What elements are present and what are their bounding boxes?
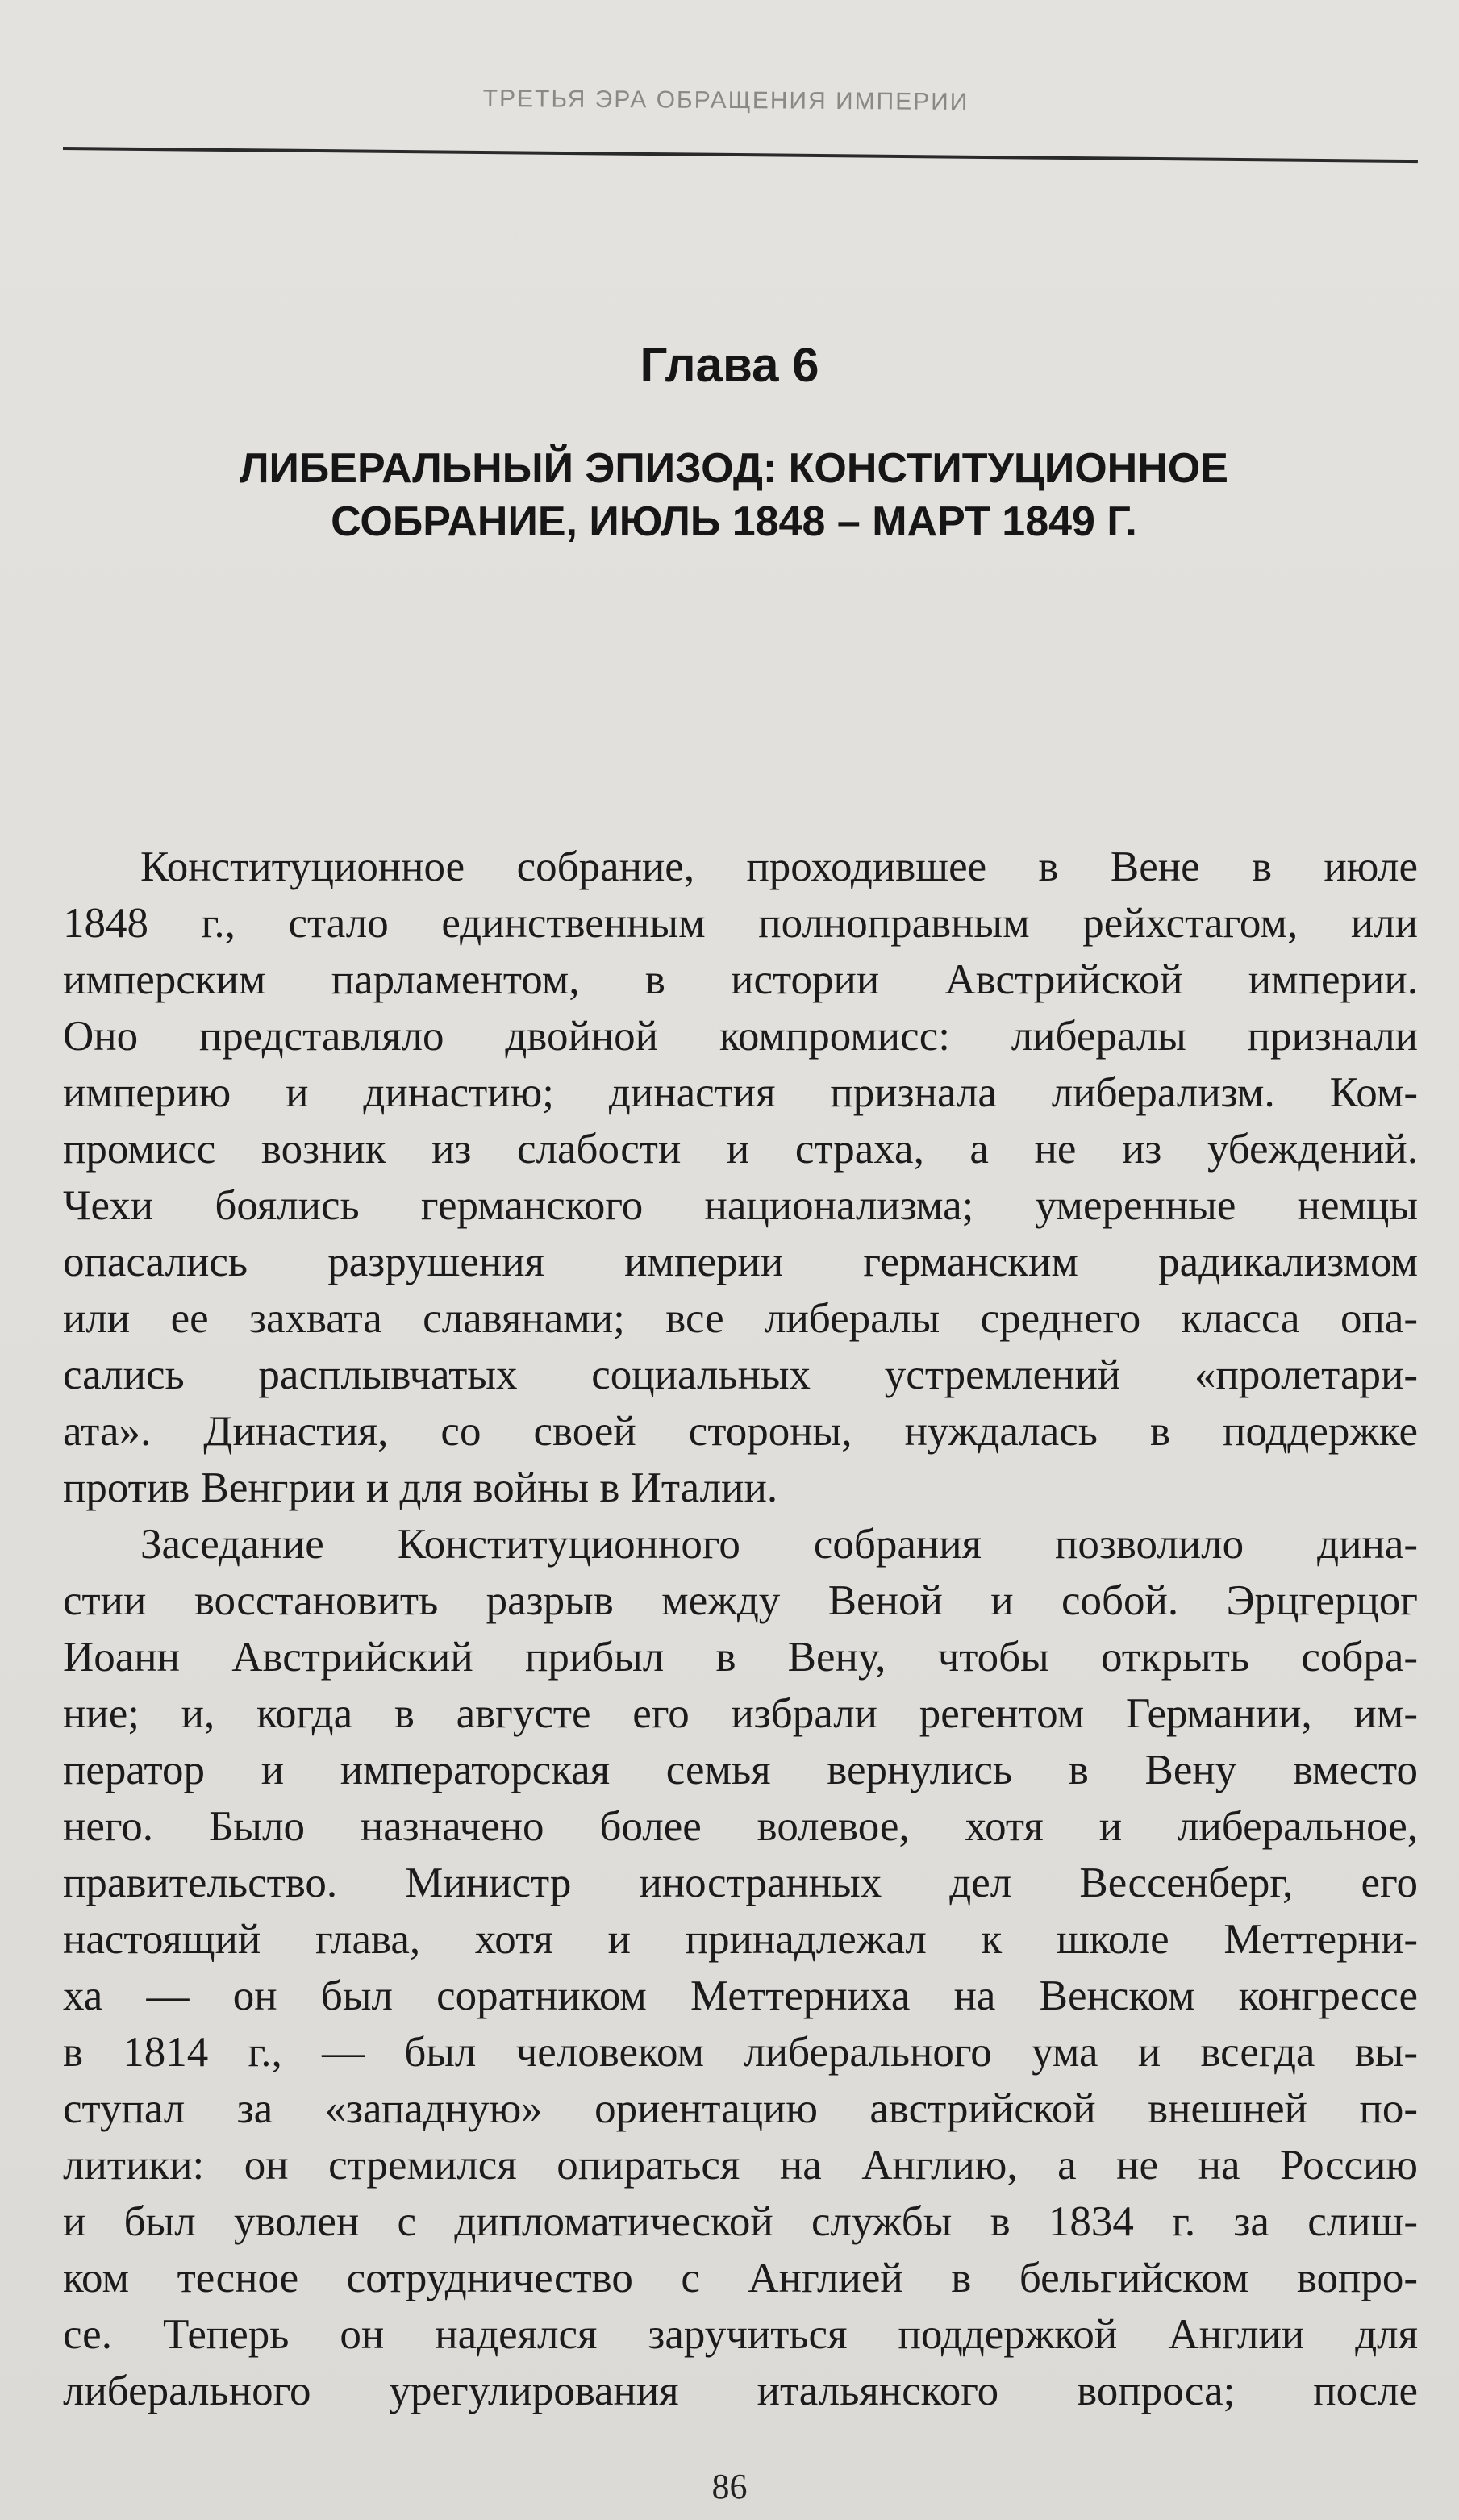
text-line: него. Было назначено более волевое, хотя и либеральное, xyxy=(63,1803,1418,1850)
text-line: Чехи боялись германского национализма; умеренные немцы xyxy=(63,1182,1418,1229)
text-line: сались расплывчатых социальных устремлений «пролетари- xyxy=(63,1352,1418,1398)
text-line: Иоанн Австрийский прибыл в Вену, чтобы открыть собра- xyxy=(63,1634,1418,1681)
text-line: Конституционное собрание, проходившее в Вене в июле xyxy=(140,843,1418,890)
text-line: либерального урегулирования итальянского вопроса; после xyxy=(63,2368,1418,2414)
text-line: и был уволен с дипломатической службы в 1834 г. за слиш- xyxy=(63,2198,1418,2245)
text-line: ата». Династия, со своей стороны, нуждалась в поддержке xyxy=(63,1408,1418,1455)
text-line: 1848 г., стало единственным полноправным рейхстагом, или xyxy=(63,900,1418,947)
text-line: промисс возник из слабости и страха, а не из убеждений. xyxy=(63,1126,1418,1173)
text-line: Заседание Конституционного собрания позволило дина- xyxy=(140,1521,1418,1568)
page-number: 86 xyxy=(711,2467,748,2506)
text-line: империю и династию; династия признала либерализм. Ком- xyxy=(63,1069,1418,1116)
text-line: в 1814 г., — был человеком либерального ума и всегда вы- xyxy=(63,2029,1418,2076)
text-line: ха — он был соратником Меттерниха на Венском конгрессе xyxy=(63,1972,1418,2019)
chapter-title xyxy=(186,442,1282,548)
text-line: или ее захвата славянами; все либералы среднего класса опа- xyxy=(63,1295,1418,1342)
text-line: се. Теперь он надеялся заручиться поддержкой Англии для xyxy=(63,2311,1418,2358)
text-line: правительство. Министр иностранных дел Вессенберг, его xyxy=(63,1860,1418,1906)
text-line: против Венгрии и для войны в Италии. xyxy=(63,1464,778,1511)
text-line: имперским парламентом, в истории Австрийской империи. xyxy=(63,956,1418,1003)
chapter-title-line: СОБРАНИЕ, ИЮЛЬ 1848 – МАРТ 1849 Г. xyxy=(331,498,1137,545)
body-text xyxy=(63,839,1418,2419)
header-rule xyxy=(63,147,1418,163)
text-line: ние; и, когда в августе его избрали регентом Германии, им- xyxy=(63,1690,1418,1737)
text-line: ператор и императорская семья вернулись в Вену вместо xyxy=(63,1747,1418,1793)
text-line: Оно представляло двойной компромисс: либералы признали xyxy=(63,1013,1418,1060)
text-line: ком тесное сотрудничество с Англией в бельгийском вопро- xyxy=(63,2255,1418,2301)
text-line: ступал за «западную» ориентацию австрийской внешней по- xyxy=(63,2085,1418,2132)
text-line: опасались разрушения империи германским радикализмом xyxy=(63,1239,1418,1285)
running-head: ТРЕТЬЯ ЭРА ОБРАЩЕНИЯ ИМПЕРИИ xyxy=(482,85,969,116)
text-line: литики: он стремился опираться на Англию, а не на Россию xyxy=(63,2142,1418,2189)
text-line: стии восстановить разрыв между Веной и собой. Эрцгерцог xyxy=(63,1577,1418,1624)
text-line: настоящий глава, хотя и принадлежал к школе Меттерни- xyxy=(63,1916,1418,1963)
chapter-title-line: ЛИБЕРАЛЬНЫЙ ЭПИЗОД: КОНСТИТУЦИОННОЕ xyxy=(240,445,1228,492)
chapter-number: Глава 6 xyxy=(640,338,819,392)
